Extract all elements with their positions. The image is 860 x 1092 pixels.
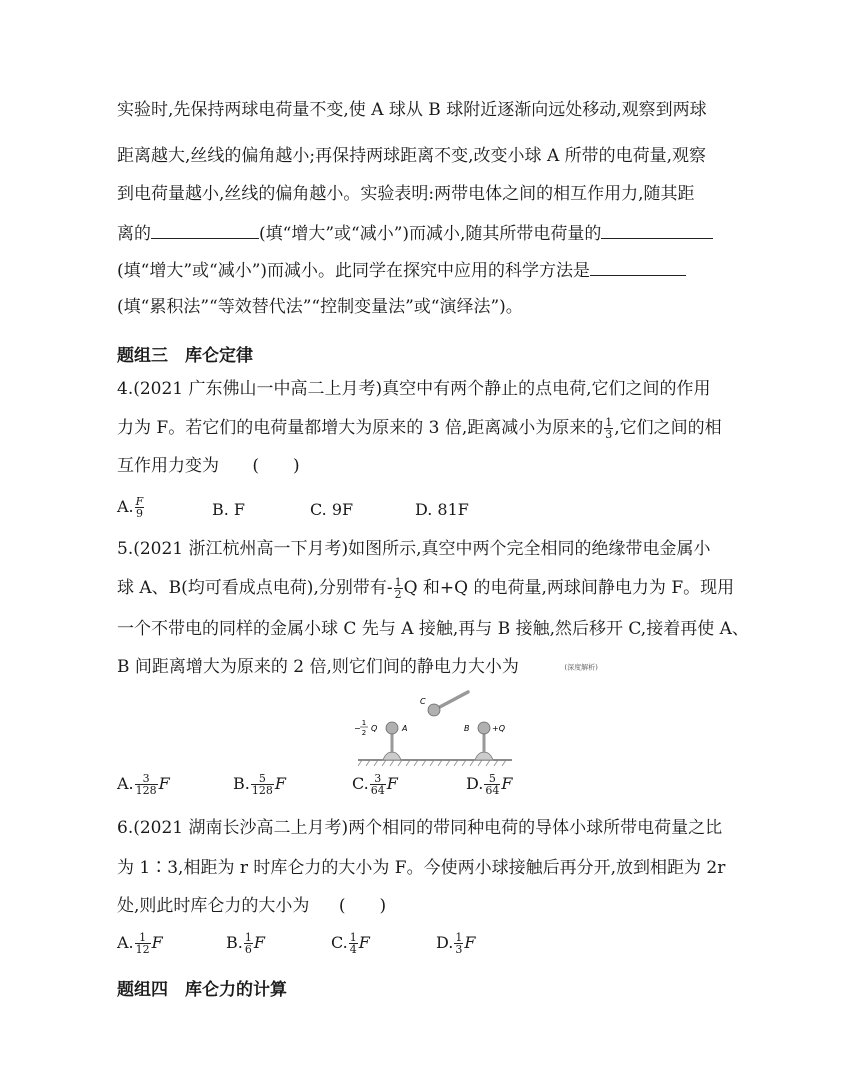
- option-d[interactable]: D. $\frac{5}{64}$ F: [466, 772, 513, 797]
- label-qa-numerator: 1: [361, 719, 367, 727]
- question-4-line-2: [117, 417, 722, 440]
- stand-a-rod: [391, 733, 394, 753]
- answer-blank-3[interactable]: [590, 259, 686, 276]
- question-text: 处,则此时库仑力的大小为: [117, 896, 310, 916]
- deep-analysis-tag[interactable]: (深度解析): [564, 663, 598, 672]
- question-6-line-3: [117, 896, 386, 916]
- label-b: B: [464, 724, 470, 733]
- question-5-line-2: [117, 577, 734, 600]
- option-c[interactable]: C. $\frac{3}{64}$ F: [352, 772, 398, 797]
- option-c[interactable]: C. 9F: [310, 500, 354, 519]
- passage-line-5: [117, 259, 686, 281]
- question-text: 力为 F。若它们的电荷量都增大为原来的 3 倍,距离减小为原来的: [117, 418, 604, 438]
- passage-text: 离的: [117, 224, 151, 244]
- label-a: A: [402, 724, 408, 733]
- section-heading: 题组三 库仑定律: [117, 346, 253, 366]
- question-text: Q 和+Q 的电荷量,两球间静电力为 F。现用: [403, 578, 735, 598]
- sphere-c: [428, 704, 440, 716]
- question-text: 互作用力变为: [117, 456, 219, 476]
- question-6-line-1: 6.(2021 湖南长沙高二上月考)两个相同的带同种电荷的导体小球所带电荷量之比: [117, 818, 723, 838]
- passage-line-6: (填“累积法”“等效替代法”“控制变量法”或“演绎法”)。: [117, 297, 523, 317]
- fraction: $\frac{1}{4}$: [349, 931, 357, 956]
- passage-text: (填“增大”或“减小”)而减小。此同学在探究中应用的科学方法是: [117, 261, 591, 281]
- passage-text: (填“增大”或“减小”)而减小,随其所带电荷量的: [259, 224, 602, 244]
- label-qb: +Q: [492, 724, 505, 733]
- option-b[interactable]: B. F: [212, 500, 246, 519]
- stand-a-base: [383, 752, 401, 760]
- answer-blank-2[interactable]: [601, 222, 713, 239]
- question-5-line-3: 一个不带电的同样的金属小球 C 先与 A 接触,再与 B 接触,然后移开 C,接着再使 A、: [117, 619, 749, 639]
- fraction: $\frac{1}{2}$: [394, 576, 402, 601]
- fraction: $\frac{1}{3}$: [455, 931, 463, 956]
- option-b[interactable]: B. $\frac{5}{128}$ F: [233, 772, 286, 797]
- passage-line-1: 实验时,先保持两球电荷量不变,使 A 球从 B 球附近逐渐向远处移动,观察到两球: [117, 100, 707, 120]
- passage-line-3: 到电荷量越小,丝线的偏角越小。实验表明:两带电体之间的相互作用力,随其距: [117, 184, 695, 204]
- sphere-a: [386, 722, 398, 734]
- fraction: $\frac{5}{128}$: [251, 772, 273, 797]
- passage-line-2: 距离越大,丝线的偏角越小;再保持两球距离不变,改变小球 A 所带的电荷量,观察: [117, 146, 707, 166]
- stand-b-rod: [483, 733, 486, 753]
- fraction: $\frac{1}{12}$: [135, 931, 150, 956]
- answer-blank-1[interactable]: [151, 222, 259, 239]
- fraction: $\frac{3}{64}$: [370, 772, 385, 797]
- fraction: $\frac{F}{9}$: [135, 495, 144, 520]
- answer-paren[interactable]: ( ): [338, 896, 387, 916]
- option-d[interactable]: D. 81F: [415, 500, 469, 519]
- question-text: B 间距离增大为原来的 2 倍,则它们间的静电力大小为: [117, 657, 519, 677]
- label-qa-denominator: 2: [361, 729, 367, 737]
- question-text: 球 A、B(均可看成点电荷),分别带有-: [117, 578, 393, 598]
- charged-spheres-figure: [350, 688, 520, 776]
- option-d[interactable]: D. $\frac{1}{3}$ F: [436, 931, 476, 956]
- fraction: $\frac{5}{64}$: [485, 772, 500, 797]
- insulating-handle: [436, 692, 468, 709]
- option-a[interactable]: A. $\frac{3}{128}$ F: [117, 772, 170, 797]
- label-minus: −: [354, 724, 361, 733]
- option-a[interactable]: A. $\frac{F}{9}$: [117, 495, 144, 520]
- fraction: $\frac{1}{6}$: [244, 931, 252, 956]
- label-c: C: [420, 697, 426, 706]
- fraction: $\frac{1}{3}$: [605, 416, 613, 441]
- sphere-b: [478, 722, 490, 734]
- passage-line-4: [117, 222, 713, 244]
- question-5-line-4: [117, 657, 598, 678]
- label-qa-q: Q: [371, 724, 378, 733]
- question-4-line-1: 4.(2021 广东佛山一中高二上月考)真空中有两个静止的点电荷,它们之间的作用: [117, 379, 711, 399]
- question-6-line-2: 为 1∶3,相距为 r 时库仑力的大小为 F。今使两小球接触后再分开,放到相距为 2r: [117, 858, 726, 878]
- answer-paren[interactable]: ( ): [252, 456, 300, 476]
- question-5-line-1: 5.(2021 浙江杭州高一下月考)如图所示,真空中两个完全相同的绝缘带电金属小: [117, 539, 711, 559]
- option-b[interactable]: B. $\frac{1}{6}$ F: [226, 931, 265, 956]
- section-heading: 题组四 库仑力的计算: [117, 980, 287, 1000]
- stand-b-base: [475, 752, 493, 760]
- option-c[interactable]: C. $\frac{1}{4}$ F: [331, 931, 370, 956]
- question-text: ,它们之间的相: [614, 418, 722, 438]
- question-4-line-3: [117, 456, 300, 476]
- fraction: $\frac{3}{128}$: [135, 772, 157, 797]
- option-a[interactable]: A. $\frac{1}{12}$ F: [117, 931, 163, 956]
